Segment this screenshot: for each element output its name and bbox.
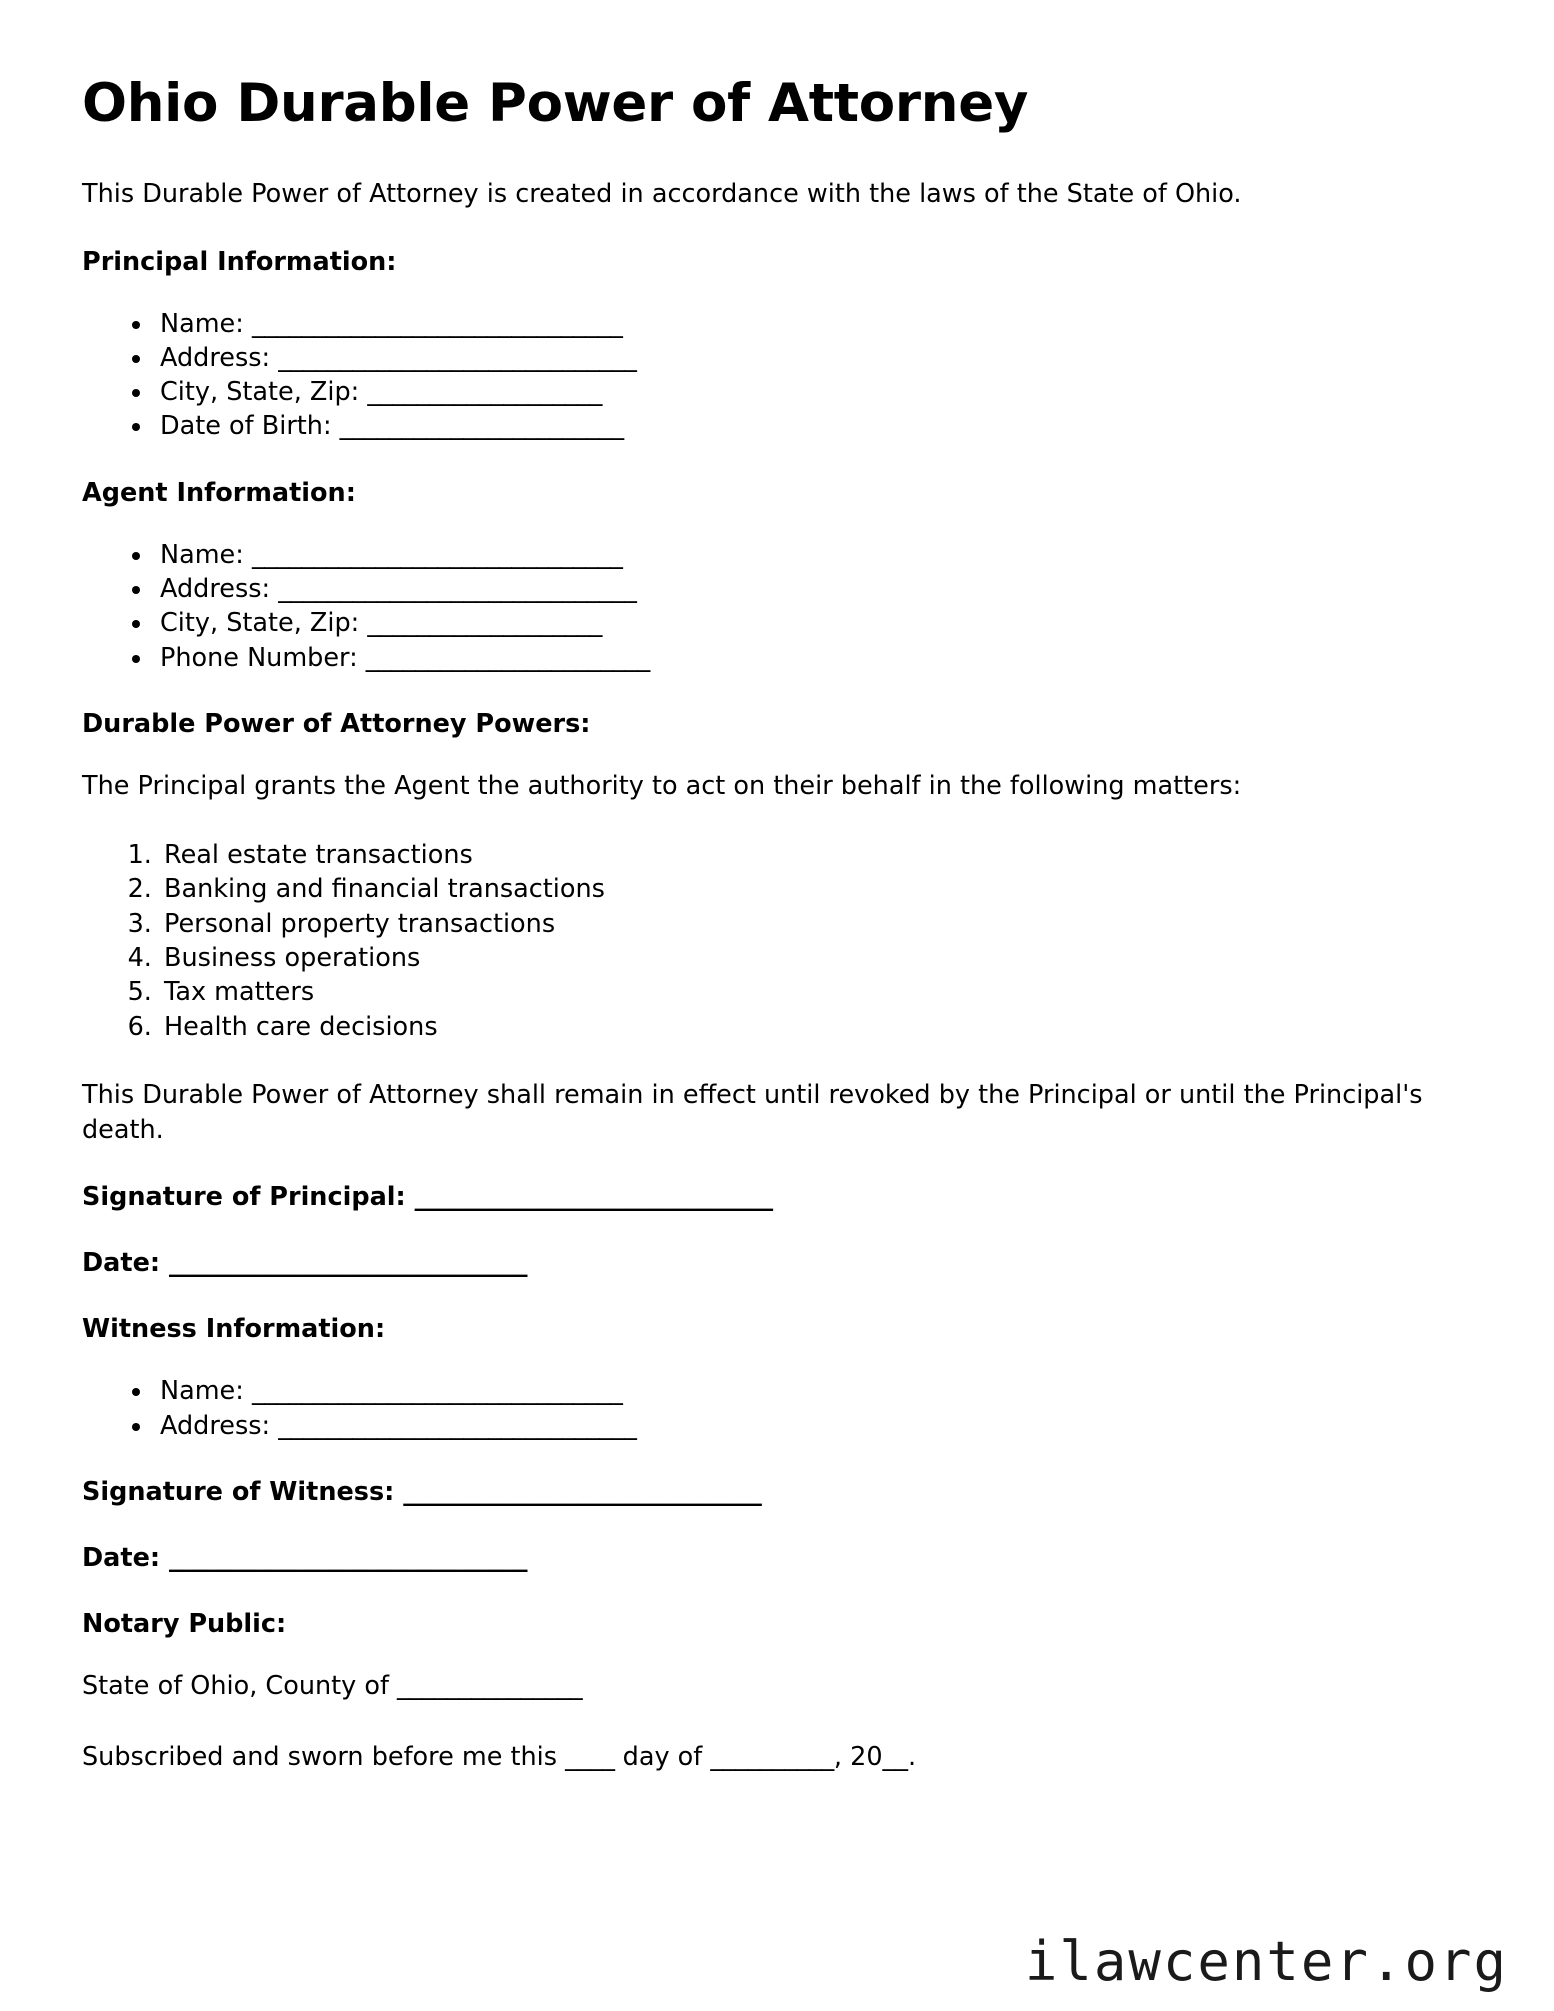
field-blank[interactable]: ______________________________ [251,1376,623,1407]
field-label: Name: [160,539,244,570]
field-label: Name: [160,308,244,339]
list-item: 3. Personal property transactions [160,907,1462,941]
notary-sworn-prefix: Subscribed and sworn before me this [82,1742,558,1773]
list-item: 5. Tax matters [160,975,1462,1009]
witness-information-list [82,1374,1462,1443]
principal-signature-blank[interactable]: _____________________________ [414,1182,773,1213]
notary-sworn-line [82,1740,1462,1775]
field-label: City, State, Zip: [160,377,360,408]
principal-signature-label: Signature of Principal: [82,1182,406,1213]
site-watermark: ilawcenter.org [1024,1930,1508,1993]
list-item [154,641,1462,675]
field-label: Name: [160,1376,244,1407]
list-item [154,606,1462,640]
field-blank[interactable]: _______________________ [365,642,650,673]
field-blank[interactable]: _____________________________ [278,342,637,373]
list-item [154,572,1462,606]
witness-information-heading: Witness Information: [82,1314,386,1345]
principal-date-line [82,1248,1462,1278]
notary-sworn-suffix: , 20__. [833,1742,917,1773]
field-label: Phone Number: [160,642,358,673]
agent-information-heading: Agent Information: [82,477,356,508]
field-label: Address: [160,1410,271,1441]
witness-signature-blank[interactable]: _____________________________ [403,1476,762,1507]
principal-date-blank[interactable]: _____________________________ [168,1248,528,1279]
field-label: Date of Birth: [160,411,332,442]
witness-date-line [82,1543,1462,1573]
powers-heading: Durable Power of Attorney Powers: [82,708,591,739]
field-label: Address: [160,574,271,605]
list-item [154,375,1462,409]
list-item [154,307,1462,341]
list-item: 2. Banking and financial transactions [160,872,1462,906]
list-item [154,409,1462,443]
notary-state-county-label: State of Ohio, County of [82,1670,389,1701]
notary-sworn-middle: day of [622,1742,703,1773]
field-blank[interactable]: _____________________________ [278,1410,637,1441]
field-blank[interactable]: ______________________________ [251,539,623,570]
agent-information-list [82,538,1462,675]
witness-signature-label: Signature of Witness: [82,1476,395,1507]
notary-state-county-line [82,1669,1462,1704]
principal-information-heading: Principal Information: [82,246,397,277]
witness-date-blank[interactable]: _____________________________ [168,1542,528,1573]
page-title: Ohio Durable Power of Attorney [82,73,1029,134]
notary-public-heading: Notary Public: [82,1608,287,1639]
notary-month-blank[interactable]: __________ [710,1742,834,1773]
field-blank[interactable]: ___________________ [367,608,602,639]
notary-county-blank[interactable]: _______________ [397,1670,583,1701]
list-item [154,1409,1462,1443]
powers-list [82,838,1462,1044]
list-item: 6. Health care decisions [160,1010,1462,1044]
field-label: City, State, Zip: [160,608,360,639]
durability-paragraph: This Durable Power of Attorney shall remain in effect until revoked by the Principal or until the Principal's death. [82,1079,1423,1146]
powers-intro-paragraph: The Principal grants the Agent the authority to act on their behalf in the following matters: [82,770,1242,801]
principal-date-label: Date: [82,1248,161,1279]
list-item [154,538,1462,572]
field-label: Address: [160,342,271,373]
field-blank[interactable]: _______________________ [339,411,624,442]
intro-paragraph: This Durable Power of Attorney is created in accordance with the laws of the State of Ohio. [82,179,1242,210]
principal-information-list [82,307,1462,444]
field-blank[interactable]: _____________________________ [278,574,637,605]
witness-date-label: Date: [82,1542,161,1573]
field-blank[interactable]: ______________________________ [251,308,623,339]
list-item [154,341,1462,375]
field-blank[interactable]: ___________________ [367,377,602,408]
witness-signature-line [82,1477,1462,1507]
list-item: 1. Real estate transactions [160,838,1462,872]
list-item: 4. Business operations [160,941,1462,975]
principal-signature-line [82,1182,1462,1212]
list-item [154,1374,1462,1408]
notary-day-blank[interactable]: ____ [565,1742,615,1773]
